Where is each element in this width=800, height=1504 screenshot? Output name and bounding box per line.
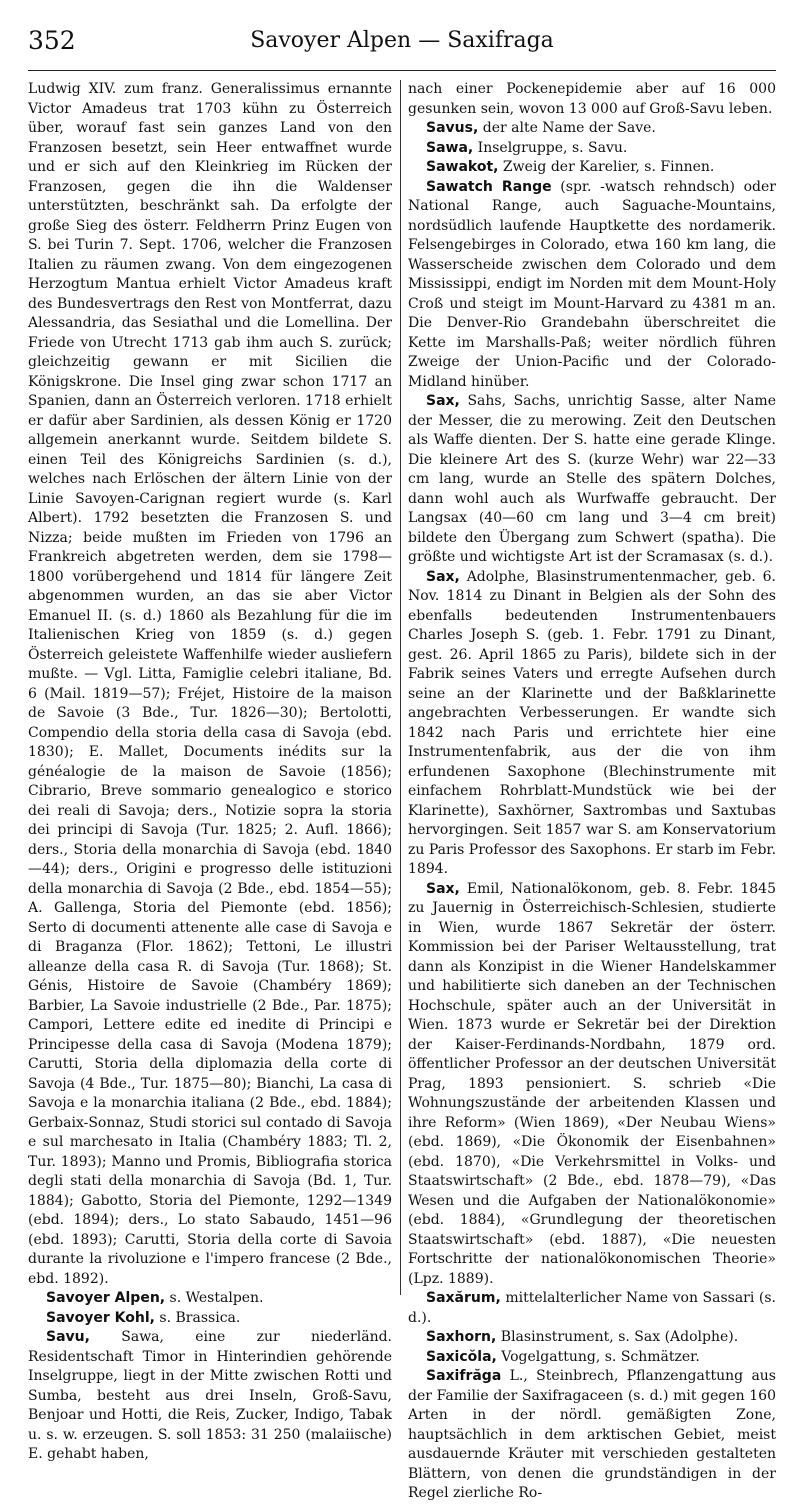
right-paragraph-continued: nach einer Pockenepidemie aber auf 16 000 gesunken sein, wovon 13 000 auf Groß-Savu leben.	[408, 81, 776, 117]
entry-saxarum	[408, 1289, 776, 1328]
entry-text: mittelalterlicher Name von Sassari (s. d.).	[408, 1290, 776, 1326]
entry-saxicola	[408, 1348, 776, 1368]
entry-sax-emil	[408, 880, 776, 1290]
headword: Sax,	[426, 393, 460, 409]
entry-sawakot	[408, 158, 776, 178]
headword: Saxhorn,	[426, 1329, 497, 1345]
entry-sawa	[408, 139, 776, 159]
entry-text: Adolphe, Blasinstrumentenmacher, geb. 6. Nov. 1814 zu Dinant in Belgien als der Sohn des ebenfalls bedeutenden Instrumentenbauers Charles Joseph S. (geb. 1. Febr. 1791 zu Dinant, gest. 26. April 1865 zu Paris), bildete sich in der Fabrik seines Vaters und erregte Aufsehen durch seine an der Klarinette und der Baßklarinette angebrachten Verbesserungen. Er wandte sich 1842 nach Paris und errichtete hier eine Instrumentenfabrik, aus der die von ihm erfundenen Saxophone (Blechinstrumente mit einfachem Rohrblatt-Mundstück wie bei der Klarinette), Saxhörner, Saxtrombas und Saxtubas hervorgingen. Seit 1857 war S. am Konservatorium zu Paris Professor des Saxophons. Er starb im Febr. 1894.	[408, 568, 777, 877]
page-number: 352	[28, 26, 76, 55]
headword: Sax,	[426, 880, 460, 897]
entry-text: Blasinstrument, s. Sax (Adolphe).	[496, 1329, 739, 1345]
left-paragraph-continued: Ludwig XIV. zum franz. Generalissimus ernannte Victor Amadeus trat 1703 kühn zu Österreich über, worauf fast sein ganzes Land von den Franzosen besetzt, sein Heer entwaffnet wurde und er sich auf den Kleinkrieg im Rücken der Franzosen, gegen die ihn die Waldenser unterstützten, beschränkt sah. Da erfolgte der große Sieg des österr. Feldherrn Prinz Eugen von S. bei Turin 7. Sept. 1706, welcher die Franzosen Italien zu räumen zwang. Von dem eingezogenen Herzogtum Mantua erhielt Victor Amadeus kraft des Bundesvertrags den Rest von Montferrat, dazu Alessandria, das Sesiathal und die Lomellina. Der Friede von Utrecht 1713 gab ihm auch S. zurück; gleichzeitig gewann er mit Sicilien die Königskrone. Die Insel ging zwar schon 1717 an Spanien, dann an Österreich verloren. 1718 erhielt er dafür aber Sardinien, als dessen König er 1720 allgemein anerkannt wurde. Seitdem bildete S. einen Teil des Königreichs Sardinien (s. d.), welches nach Erlöschen der ältern Linie von der Linie Savoyen-Carignan regiert wurde (s. Karl Albert). 1792 besetzten die Franzosen S. und Nizza; beide mußten im Frieden von 1796 an Frankreich abgetreten werden, dem sie 1798—1800 vorübergehend und 1814 für längere Zeit abgenommen wurden, an das sie aber Victor Emanuel II. (s. d.) 1860 als Bezahlung für die im Italienischen Krieg von 1859 (s. d.) gegen Österreich geleistete Waffenhilfe wieder ausliefern mußte. — Vgl. Litta, Famiglie celebri italiane, Bd. 6 (Mail. 1819—57); Fréjet, Histoire de la maison de Savoie (3 Bde., Tur. 1826—30); Bertolotti, Compendio della storia della casa di Savoja (ebd. 1830); E. Mallet, Documents inédits sur la généalogie de la maison de Savoie (1856); Cibrario, Breve sommario genealogico e storico dei reali di Savoja; ders., Notizie sopra la storia dei principi di Savoja (Tur. 1825; 2. Aufl. 1866); ders., Storia della monarchia di Savoja (ebd. 1840—44); ders., Origini e progresso delle istituzioni della monarchia di Savoja (2 Bde., ebd. 1854—55); A. Gallenga, Storia del Piemonte (ebd. 1856); Serto di documenti attenente alle case di Savoja e di Braganza (Flor. 1862); Tettoni, Le illustri alleanze della casa R. di Savoja (Tur. 1868); St. Génis, Histoire de Savoie (Chambéry 1869); Barbier, La Savoie industrielle (2 Bde., Par. 1875); Campori, Lettere edite ed inedite di Principi e Principesse della casa di Savoja (Modena 1879); Carutti, Storia della diplomazia della corte di Savoja (4 Bde., Tur. 1875—80); Bianchi, La casa di Savoja e la monarchia italiana (2 Bde., ebd. 1884); Gerbaix-Sonnaz, Studi storici sul contado di Savoja e sul marchesato in Italia (Chambéry 1883; Tl. 2, Tur. 1893); Manno und Promis, Bibliografia storica degli stati della monarchia di Savoja (Bd. 1, Tur. 1884); Gabotto, Storia del Piemonte, 1292—1349 (ebd. 1894); ders., Lo stato Sabaudo, 1451—96 (ebd. 1893); Carutti, Storia della corte di Savoia durante la rivoluzione e l'impero francese (2 Bde., ebd. 1892).	[28, 81, 392, 1287]
column-divider	[400, 80, 401, 1295]
entry-sax-messer	[408, 392, 776, 568]
entry-savu	[28, 1328, 392, 1465]
headword: Sax,	[426, 568, 460, 585]
entry-saxhorn	[408, 1328, 776, 1348]
headword: Sawa,	[426, 139, 474, 156]
entry-text: Sahs, Sachs, unrichtig Sasse, alter Name der Messer, die zu merowing. Zeit den Deutschen als Waffe dienten. Der S. hatte eine gerade Klinge. Die kleinere Art des S. (kurze Wehr) war 22—33 cm lang, wurde an Stelle des spätern Dolches, dann wohl auch als Wurfwaffe gebraucht. Der Langsax (40—60 cm lang und 3—4 cm breit) bildete den Übergang zum Schwert (spatha). Die größte und wichtigste Art ist der Scramasax (s. d.).	[408, 393, 776, 565]
headword: Savu,	[46, 1329, 90, 1345]
left-column	[28, 80, 392, 1462]
header-rule	[28, 70, 776, 71]
entry-text: Inselgruppe, s. Savu.	[473, 139, 628, 156]
entry-text: (spr. -watsch rehndsch) oder National Range, auch Saguache-Mountains, nordsüdlich laufende Hauptkette des nordamerik. Felsengebirges in Colorado, etwa 160 km lang, die Wasserscheide zwischen dem Colorado und dem Mississippi, endigt im Norden mit dem Mount-Holy Croß und steigt im Mount-Harvard zu 4381 m an. Die Denver-Rio Grandebahn überschreitet die Kette im Marshalls-Paß; weiter nördlich führen Zweige der Union-Pacific und der Colorado-Midland hinüber.	[408, 178, 776, 390]
entry-text: Emil, Nationalökonom, geb. 8. Febr. 1845 zu Jauernig in Österreichisch-Schlesien, studierte in Wien, wurde 1867 Sekretär der österr. Kommission bei der Pariser Weltausstellung, trat dann als Konzipist in die Wiener Handelskammer und habilitierte sich daneben an der Technischen Hochschule, später auch an der Universität in Wien. 1873 wurde er Sekretär bei der Direktion der Kaiser-Ferdinands-Nordbahn, 1879 ord. öffentlicher Professor an der deutschen Universität Prag, 1893 pensioniert. S. schrieb «Die Wohnungszustände der arbeitenden Klassen und ihre Reform» (Wien 1869), «Der Neubau Wiens» (ebd. 1869), «Die Ökonomik der Eisenbahnen» (ebd. 1870), «Die Verkehrsmittel in Volks- und Staatswirtschaft» (2 Bde., ebd. 1878—79), «Das Wesen und die Aufgaben der Nationalökonomie» (ebd. 1884), «Grundlegung der theoretischen Staatswirtschaft» (ebd. 1887), «Die neuesten Fortschritte der nationalökonomischen Theorie» (Lpz. 1889).	[408, 880, 776, 1287]
headword: Saxărum,	[426, 1290, 501, 1306]
entry-sax-adolphe	[408, 568, 776, 880]
running-head: Savoyer Alpen — Saxifraga	[250, 28, 554, 53]
entry-text: s. Westalpen.	[165, 1290, 264, 1306]
headword: Savus,	[426, 120, 479, 136]
entry-saxifraga	[408, 1367, 776, 1504]
headword: Saxifrăga	[426, 1368, 502, 1384]
entry-text: s. Brassica.	[154, 1309, 241, 1326]
entry-text: der alte Name der Save.	[478, 120, 656, 136]
entry-savoyer-kohl	[28, 1309, 392, 1329]
headword: Savoyer Kohl,	[46, 1309, 155, 1326]
entry-text: Vogelgattung, s. Schmätzer.	[496, 1348, 700, 1365]
entry-text: Zweig der Karelier, s. Finnen.	[498, 159, 715, 175]
headword: Sawakot,	[426, 159, 499, 175]
entry-savoyer-alpen	[28, 1289, 392, 1309]
headword: Saxicŏla,	[426, 1348, 497, 1365]
entry-savus	[408, 119, 776, 139]
page-header	[28, 26, 776, 66]
right-column	[408, 80, 777, 1501]
entry-text: Sawa, eine zur niederländ. Residentschaft Timor in Hinterindien gehörende Inselgruppe, liegt in der Mitte zwischen Rotti und Sumba, besteht aus drei Inseln, Groß-Savu, Benjoar und Hotti, die Reis, Zucker, Indigo, Tabak u. s. w. erzeugen. S. soll 1853: 31 250 (malaiische) E. gehabt haben,	[28, 1329, 392, 1462]
entry-text: L., Steinbrech, Pflanzengattung aus der Familie der Saxifragaceen (s. d.) mit gegen 160 Arten in der nördl. gemäßigten Zone, hauptsächlich in dem arktischen Gebiet, meist ausdauernde Kräuter mit verschieden gestalteten Blättern, von denen die grundständigen in der Regel zierliche Ro-	[408, 1368, 776, 1501]
headword: Sawatch Range	[426, 178, 552, 195]
entry-sawatch-range	[408, 178, 776, 393]
headword: Savoyer Alpen,	[46, 1290, 166, 1306]
